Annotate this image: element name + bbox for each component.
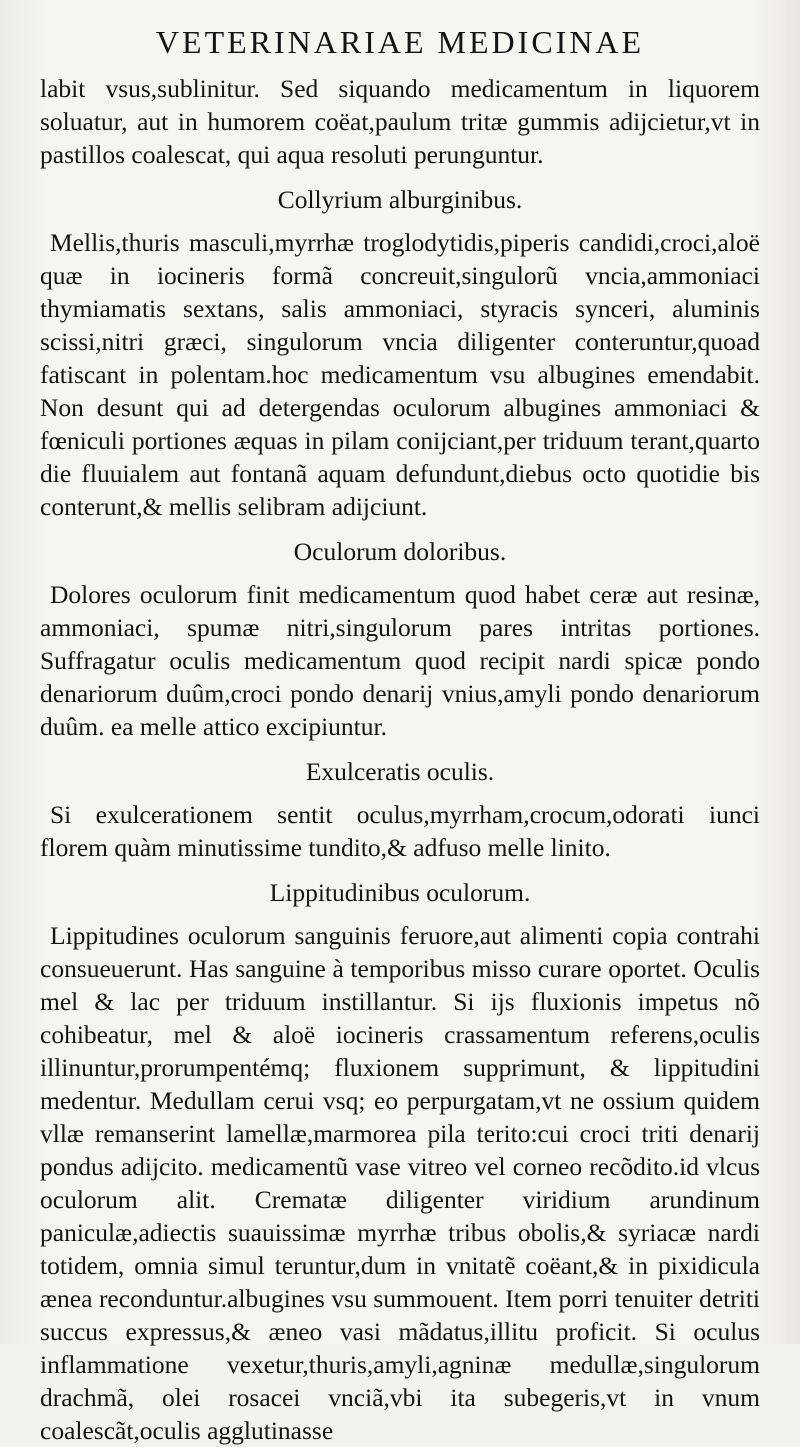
section-heading-exulceratis-oculis: Exulceratis oculis. <box>305 757 495 786</box>
paragraph-lippitudinibus: Lippitudines oculorum sanguinis feruore,aut alimenti copia contrahi consueuerunt. Has sanguine à temporibus misso curare oportet. Oculis mel & lac per triduum instillantur. Si ijs fluxionis impetus nõ cohibeatur, mel & aloë iocineris crassamentum referens,oculis illinuntur,prorumpentémq; fluxionem supprimunt, & lippitudini medentur. Medullam cerui vsq; eo perpurgatam,vt ne ossium quidem vllæ remanserint lamellæ,marmorea pila terito:cui croci triti denarij pondus adijcito. medicamentũ vase vitreo vel corneo recõdito.id vlcus oculorum alit. Crematæ diligenter viridium arundinum paniculæ,adiectis suauissimæ myrrhæ tribus obolis,& syriacæ nardi totidem, omnia simul teruntur,dum in vnitatẽ coëant,& in pixidicula ænea reconduntur.albugines vsu summouent. Item porri tenuiter detriti succus expressus,& æneo vasi mãdatus,illitu proficit. Si oculus inflammatione vexetur,thuris,amyli,agninæ medullæ,singulorum drachmã, olei rosacei vnciã,vbi ita subegeris,vt in vnum coalescãt,oculis agglutinasse <box>40 921 760 1445</box>
paragraph-exulceratis-oculis: Si exulcerationem sentit oculus,myrrham,crocum,odorati iunci florem quàm minutissime tundito,& adfuso melle linito. <box>40 800 760 862</box>
section-heading-lippitudinibus: Lippitudinibus oculorum. <box>269 878 531 907</box>
section-heading-collyrium: Collyrium alburginibus. <box>277 185 523 214</box>
paragraph-continuation: labit vsus,sublinitur. Sed siquando medicamentum in liquorem soluatur, aut in humorem coëat,paulum tritæ gummis adijcietur,vt in pastillos coalescat, qui aqua resoluti perunguntur. <box>40 74 760 169</box>
paragraph-oculorum-doloribus: Dolores oculorum finit medicamentum quod habet ceræ aut resinæ, ammoniaci, spumæ nitri,singulorum pares intritas portiones. Suffragatur oculis medicamentum quod recipit nardi spicæ pondo denariorum duûm,croci pondo denarij vnius,amyli pondo denariorum duûm. ea melle attico excipiuntur. <box>40 580 760 741</box>
running-head: VETERINARIAE MEDICINAE <box>155 24 645 60</box>
section-heading-oculorum-doloribus: Oculorum doloribus. <box>293 537 507 566</box>
paragraph-collyrium: Mellis,thuris masculi,myrrhæ troglodytidis,piperis candidi,croci,aloë quæ in iocineris formã concreuit,singulorũ vncia,ammoniaci thymiamatis sextans, salis ammoniaci, styracis synceri, aluminis scissi,nitri græci, singulorum vncia diligenter conteruntur,quoad fatiscant in polentam.hoc medicamentum vsu albugines emendabit. Non desunt qui ad detergendas oculorum albugines ammoniaci & fœniculi portiones æquas in pilam conijciant,per triduum terant,quarto die fluuialem aut fontanã aquam defundunt,diebus octo quotidie bis conterunt,& mellis selibram adijciunt. <box>40 228 760 521</box>
